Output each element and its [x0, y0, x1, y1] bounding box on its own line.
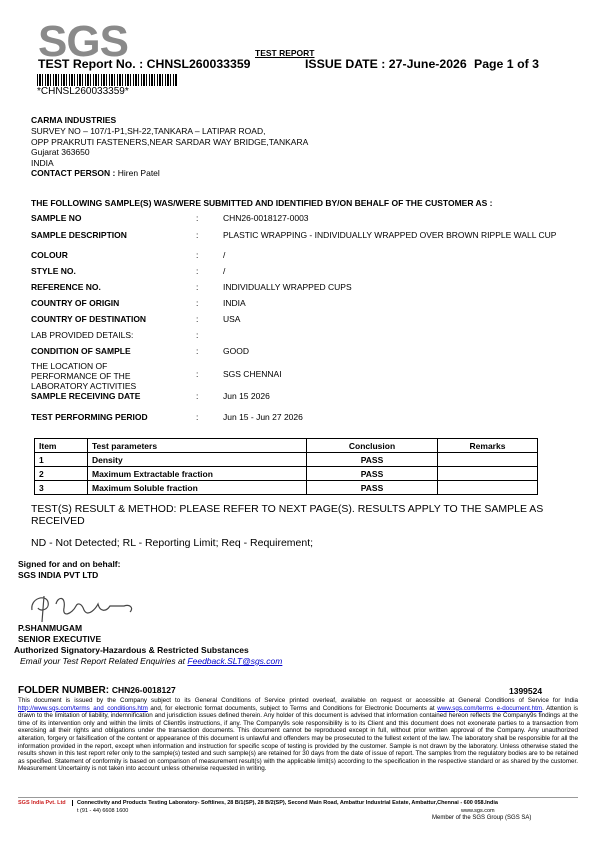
signed-for-label: Signed for and on behalf: — [18, 559, 121, 569]
barcode-image — [37, 74, 177, 86]
disclaimer-part: and, for electronic format documents, subject to Terms and Conditions for Electronic Documents at — [150, 704, 435, 712]
field-value: Jun 15 2026 — [223, 391, 270, 401]
table-cell — [438, 481, 538, 495]
column-header: Conclusion — [307, 439, 438, 453]
colon: : — [196, 266, 199, 276]
table-cell: 3 — [35, 481, 88, 495]
signatory-title: SENIOR EXECUTIVE — [18, 634, 102, 644]
field-label: SAMPLE RECEIVING DATE — [31, 391, 141, 401]
colon: : — [196, 250, 199, 260]
field-label: LAB PROVIDED DETAILS: — [31, 330, 134, 340]
folder-number — [18, 685, 176, 696]
result-note: TEST(S) RESULT & METHOD: PLEASE REFER TO NEXT PAGE(S). RESULTS APPLY TO THE SAMPLE AS RECEIVED — [31, 503, 544, 527]
page-number: Page 1 of 3 — [474, 57, 539, 71]
folder-value: CHN26-0018127 — [111, 685, 176, 695]
field-label: THE LOCATION OF PERFORMANCE OF THE LABORATORY ACTIVITIES — [31, 361, 137, 391]
address-line: Gujarat 363650 — [31, 147, 90, 157]
email-line — [20, 656, 282, 666]
signatory-name: P.SHANMUGAM — [18, 623, 83, 633]
address-line: SURVEY NO – 107/1-P1,SH-22,TANKARA – LATIPAR ROAD, — [31, 126, 266, 136]
field-value: / — [223, 266, 226, 276]
terms-link[interactable]: http://www.sgs.com/terms_and_conditions.htm — [18, 704, 148, 712]
field-label: SAMPLE NO — [31, 213, 82, 223]
table-cell — [438, 467, 538, 481]
field-label: CONDITION OF SAMPLE — [31, 346, 131, 356]
signatory-role: Authorized Signatory-Hazardous & Restricted Substances — [14, 645, 249, 655]
results-table — [34, 438, 538, 495]
column-header: Remarks — [438, 439, 538, 453]
table-cell — [438, 453, 538, 467]
table-cell: PASS — [307, 467, 438, 481]
disclaimer-text — [18, 697, 578, 773]
field-label: REFERENCE NO. — [31, 282, 101, 292]
member-of-group: Member of the SGS Group (SGS SA) — [432, 815, 532, 821]
field-value: SGS CHENNAI — [223, 369, 282, 379]
table-cell: 1 — [35, 453, 88, 467]
table-row — [35, 467, 538, 481]
intro-text: THE FOLLOWING SAMPLE(S) WAS/WERE SUBMITTED AND IDENTIFIED BY/ON BEHALF OF THE CUSTOMER AS : — [31, 198, 493, 208]
contact-person — [31, 168, 160, 178]
colon: : — [196, 230, 199, 240]
email-prefix: Email your Test Report Related Enquiries at — [20, 656, 186, 666]
doc-type: TEST REPORT — [255, 48, 315, 58]
field-label: SAMPLE DESCRIPTION — [31, 230, 127, 240]
field-value: Jun 15 - Jun 27 2026 — [223, 412, 303, 422]
colon: : — [196, 346, 199, 356]
table-cell: PASS — [307, 481, 438, 495]
customer-address — [31, 126, 308, 168]
colon: : — [196, 298, 199, 308]
sgs-logo: SGS — [38, 17, 128, 66]
field-label: COUNTRY OF DESTINATION — [31, 314, 147, 324]
table-row — [35, 453, 538, 467]
field-value: GOOD — [223, 346, 249, 356]
table-row — [35, 481, 538, 495]
field-label: COLOUR — [31, 250, 68, 260]
colon: : — [196, 314, 199, 324]
table-cell: PASS — [307, 453, 438, 467]
colon: : — [196, 213, 199, 223]
address-line: OPP PRAKRUTI FASTENERS,NEAR SARDAR WAY BRIDGE,TANKARA — [31, 136, 309, 147]
signature-image — [26, 590, 146, 624]
colon: : — [196, 282, 199, 292]
lab-address: Connectivity and Products Testing Laboratory- Softlines, 28 B/1(SP), 28 B/2(SP), Second Main Road, Ambattur Industrial Estate, Ambattur,Chennai - 600 058.India — [72, 800, 537, 806]
colon: : — [196, 412, 199, 422]
field-label: COUNTRY OF ORIGIN — [31, 298, 120, 308]
colon: : — [196, 391, 199, 401]
contact-label: CONTACT PERSON : — [31, 168, 116, 178]
email-link[interactable]: Feedback.SLT@sgs.com — [187, 656, 283, 666]
address-line: INDIA — [31, 157, 54, 168]
field-value: INDIA — [223, 298, 246, 308]
issue-date: ISSUE DATE : 27-June-2026 — [305, 57, 467, 71]
table-cell: Maximum Soluble fraction — [88, 481, 307, 495]
field-value: INDIVIDUALLY WRAPPED CUPS — [223, 282, 352, 292]
field-value: / — [223, 250, 226, 260]
contact-name: Hiren Patel — [117, 168, 160, 178]
disclaimer-part: . Attention is drawn to the limitation of liability, indemnification and jurisdiction issues defined therein. Any holder of this document is advised that information contained hereon reflects the Company9s findings at the time of its intervention only and within the limits of Client9s instructions, if any. The Company9s sole responsibility is to its Client and this document does not exonerate parties to a transaction from exercising all their rights and obligations under the transaction documents. This document cannot be reproduced except in full, without prior written approval of the Company. Any unauthorized alteration, forgery or falsification of the content or appearance of this document is unlawful and offenders may be prosecuted to the fullest extent of the law. The laboratory shall be responsible for all the information provided in the report, except when information and instruction for specific scope of testing is provided by the customer. Sample is not drawn by the laboratory. Unless otherwise stated the results shown in this test report refer only to the sample(s) tested and such sample(s) are retained for 30 days from the date of issue of report. The samples from the regulatory bodies are to be retained as specified. Statement of conformity is based on comparison of measurement result(s) with the applicable limit(s) according to the specification in the respective standard or as shared by the customer. Measurement Uncertainty is not taken into account unless otherwise requested in writing. — [18, 704, 579, 773]
disclaimer-part: This document is issued by the Company subject to its General Conditions of Service printed overleaf, available on request or accessible at General Conditions of Service for India — [18, 697, 578, 704]
folder-label: FOLDER NUMBER: — [18, 685, 110, 696]
signing-company: SGS INDIA PVT LTD — [18, 570, 99, 580]
footer-divider — [18, 797, 578, 798]
field-label: TEST PERFORMING PERIOD — [31, 412, 148, 422]
barcode-text: *CHNSL260033359* — [37, 86, 129, 97]
table-header-row — [35, 439, 538, 453]
website: www.sgs.com — [461, 808, 495, 814]
field-label: STYLE NO. — [31, 266, 76, 276]
field-value: PLASTIC WRAPPING - INDIVIDUALLY WRAPPED OVER BROWN RIPPLE WALL CUP — [223, 230, 557, 240]
abbreviation-note: ND - Not Detected; RL - Reporting Limit; Req - Requirement; — [31, 537, 314, 549]
colon: : — [196, 330, 199, 340]
report-number: TEST Report No. : CHNSL260033359 — [38, 57, 251, 71]
company-line: SGS India Pvt. Ltd — [18, 800, 66, 806]
e-document-terms-link[interactable]: www.sgs.com/terms_e-document.htm — [437, 704, 543, 712]
document-code: 1399524 — [509, 686, 543, 696]
field-value: CHN26-0018127-0003 — [223, 213, 309, 223]
table-cell: Density — [88, 453, 307, 467]
colon: : — [196, 369, 199, 379]
column-header: Item — [35, 439, 88, 453]
table-cell: Maximum Extractable fraction — [88, 467, 307, 481]
customer-name: CARMA INDUSTRIES — [31, 115, 117, 125]
field-value: USA — [223, 314, 241, 324]
table-cell: 2 — [35, 467, 88, 481]
column-header: Test parameters — [88, 439, 307, 453]
phone: t (91 - 44) 6608 1600 — [77, 808, 129, 814]
